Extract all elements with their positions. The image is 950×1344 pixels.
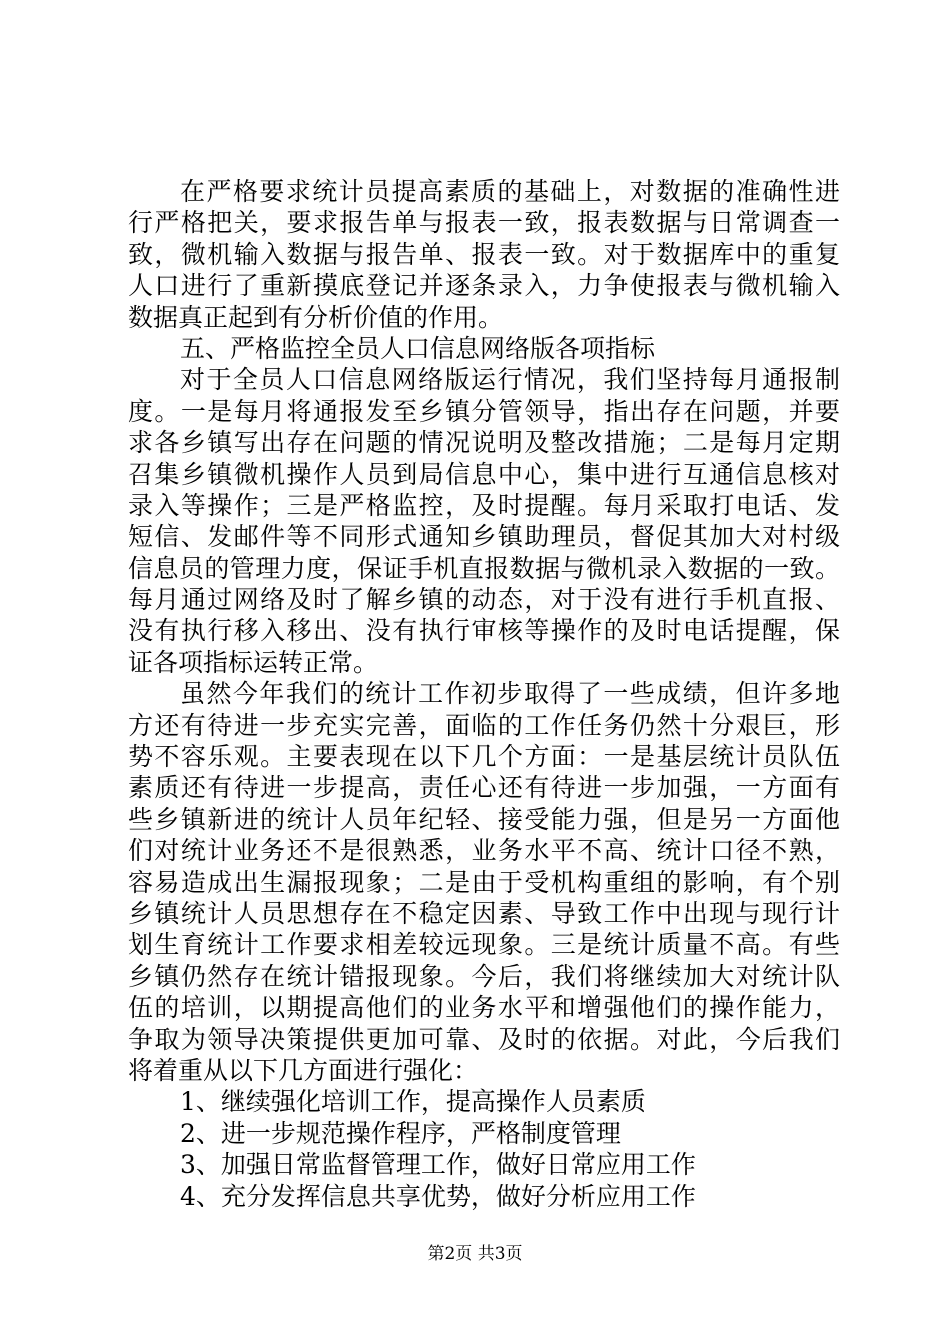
- section-heading-five: [128, 333, 840, 364]
- list-item-4: 4、充分发挥信息共享优势，做好分析应用工作: [180, 1181, 696, 1211]
- text-line: 争取为领导决策提供更加可靠、及时的依据。对此，今后我们: [128, 1024, 840, 1054]
- text-line: 对于全员人口信息网络版运行情况，我们坚持每月通报制: [180, 365, 840, 395]
- list-item-2: 2、进一步规范操作程序，严格制度管理: [180, 1118, 621, 1148]
- text-line: 虽然今年我们的统计工作初步取得了一些成绩，但许多地: [180, 679, 840, 709]
- section-heading: 五、严格监控全员人口信息网络版各项指标: [180, 333, 656, 363]
- text-line: 在严格要求统计员提高素质的基础上，对数据的准确性进: [180, 177, 840, 206]
- text-line: 求各乡镇写出存在问题的情况说明及整改措施；二是每月定期: [128, 428, 840, 458]
- text-line: 召集乡镇微机操作人员到局信息中心，集中进行互通信息核对: [128, 459, 840, 489]
- text-line: 容易造成出生漏报现象；二是由于受机构重组的影响，有个别: [128, 867, 840, 897]
- text-line: 信息员的管理力度，保证手机直报数据与微机录入数据的一致。: [128, 553, 840, 583]
- page-number-footer: 第2页 共3页: [427, 1244, 523, 1264]
- text-line: 伍的培训，以期提高他们的业务水平和增强他们的操作能力，: [128, 993, 840, 1023]
- text-line: 数据真正起到有分析价值的作用。: [128, 302, 504, 332]
- list-item-1: 1、继续强化培训工作，提高操作人员素质: [180, 1087, 646, 1117]
- text-line: 每月通过网络及时了解乡镇的动态，对于没有进行手机直报、: [128, 585, 840, 615]
- text-line: 录入等操作；三是严格监控，及时提醒。每月采取打电话、发: [128, 490, 840, 520]
- text-line: 素质还有待进一步提高，责任心还有待进一步加强，一方面有: [128, 773, 840, 803]
- paragraph-data-accuracy: [128, 176, 840, 333]
- list-item-3: 3、加强日常监督管理工作，做好日常应用工作: [180, 1150, 696, 1180]
- text-line: 度。一是每月将通报发至乡镇分管领导，指出存在问题，并要: [128, 396, 840, 426]
- text-line: 些乡镇新进的统计人员年纪轻、接受能力强，但是另一方面他: [128, 804, 840, 834]
- text-line: 划生育统计工作要求相差较远现象。三是统计质量不高。有些: [128, 930, 840, 960]
- document-body: [128, 176, 840, 1212]
- text-line: 没有执行移入移出、没有执行审核等操作的及时电话提醒，保: [128, 616, 840, 646]
- text-line: 们对统计业务还不是很熟悉，业务水平不高、统计口径不熟，: [128, 836, 840, 866]
- text-line: 势不容乐观。主要表现在以下几个方面：一是基层统计员队伍: [128, 742, 840, 772]
- text-line: 将着重从以下几方面进行强化：: [128, 1055, 479, 1085]
- text-line: 乡镇统计人员思想存在不稳定因素、导致工作中出现与现行计: [128, 898, 840, 928]
- paragraph-monitoring: [128, 364, 840, 678]
- text-line: 致，微机输入数据与报告单、报表一致。对于数据库中的重复: [128, 239, 840, 269]
- text-line: 方还有待进一步充实完善，面临的工作任务仍然十分艰巨，形: [128, 710, 840, 740]
- text-line: 人口进行了重新摸底登记并逐条录入，力争使报表与微机输入: [128, 271, 840, 301]
- text-line: 短信、发邮件等不同形式通知乡镇助理员，督促其加大对村级: [128, 522, 840, 552]
- text-line: 证各项指标运转正常。: [128, 647, 379, 677]
- paragraph-problems: [128, 678, 840, 1086]
- text-line: 行严格把关，要求报告单与报表一致，报表数据与日常调查一: [128, 208, 840, 238]
- text-line: 乡镇仍然存在统计错报现象。今后，我们将继续加大对统计队: [128, 961, 840, 991]
